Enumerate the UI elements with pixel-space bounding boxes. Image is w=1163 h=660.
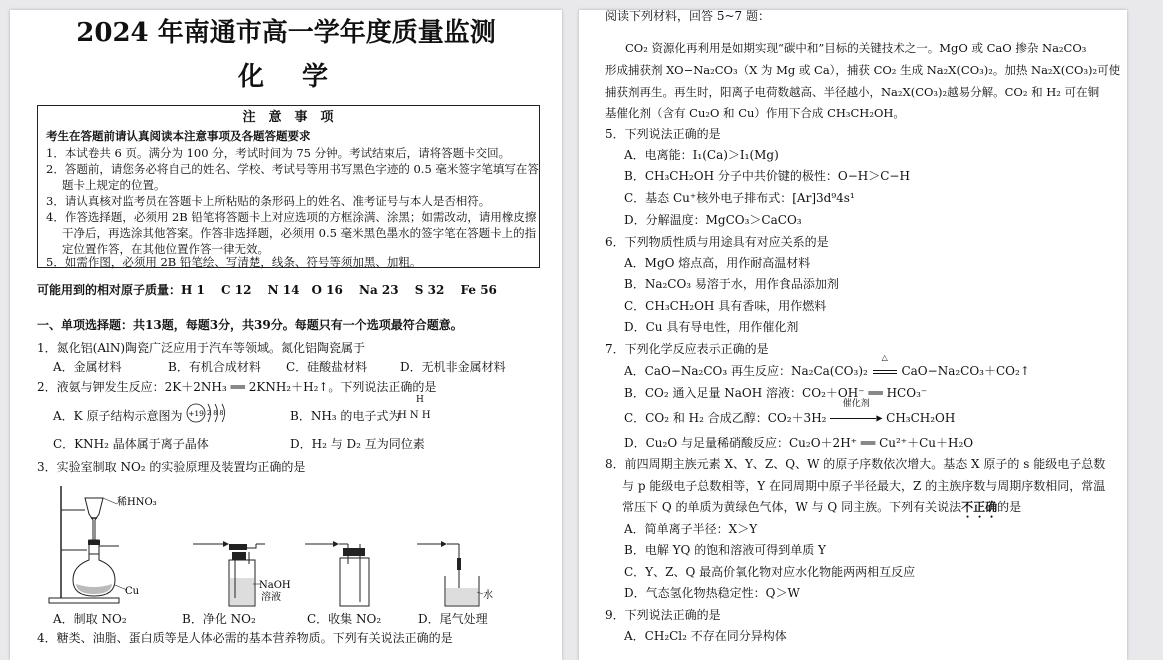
question-8-line: 8．前四周期主族元素 X、Y、Z、Q、W 的原子序数依次增大。基态 X 原子的 s 能级电子总数	[605, 457, 1106, 471]
q5-option-d: D．分解温度：MgCO₃＞CaCO₃	[624, 213, 802, 227]
q6-option-b: B．Na₂CO₃ 易溶于水，用作食品添加剂	[624, 277, 839, 291]
notice-item: 5．如需作图，必须用 2B 铅笔绘、写清楚，线条、符号等须加黑、加粗。	[46, 255, 422, 269]
section-heading: 一、单项选择题：共13题，每题3分，共39分。每题只有一个选项最符合题意。	[37, 318, 463, 332]
q2-option-d: D．H₂ 与 D₂ 互为同位素	[290, 437, 425, 451]
fig-cu-label: Cu	[125, 586, 140, 597]
notice-item: 定位置作答，在其他位置作答一律无效。	[62, 242, 269, 256]
q3-option-c: C．收集 NO₂	[307, 612, 382, 626]
notice-item: 3．请认真核对监考员在答题卡上所粘贴的条形码上的姓名、准考证号与本人是否相符。	[46, 194, 491, 208]
q8-tail: 的是	[997, 500, 1022, 514]
notice-box	[37, 105, 540, 268]
q7-option-a	[624, 353, 1030, 379]
q1-option-c: C．硅酸盐材料	[286, 360, 368, 374]
passage-line: 基催化剂（含有 Cu₂O 和 Cu）作用下合成 CH₃CH₂OH。	[605, 106, 905, 120]
q5-option-c: C．基态 Cu⁺核外电子排布式：[Ar]3d⁹4s¹	[624, 191, 855, 205]
experiment-apparatus-figure	[45, 480, 525, 608]
question-8-line: 与 p 能级电子总数相等，Y 在同周期中原子半径最大，Z 的主族序数与周期序数相同，常温	[622, 479, 1106, 493]
exam-title: 2024 年南通市高一学年度质量监测	[76, 18, 496, 48]
k-atom-structure-diagram	[185, 400, 235, 426]
q5-option-a: A．电离能：I₁(Ca)＞I₁(Mg)	[624, 148, 779, 162]
question-5: 5．下列说法正确的是	[605, 127, 721, 141]
q8-option-a: A．简单离子半径：X＞Y	[624, 522, 758, 536]
q8-option-d: D．气态氢化物热稳定性：Q＞W	[624, 586, 800, 600]
atomic-masses: 可能用到的相对原子质量：H 1 C 12 N 14 O 16 Na 23 S 32 Fe 56	[37, 283, 497, 297]
question-8-line	[622, 499, 1021, 521]
question-1: 1．氮化铝(AlN)陶瓷广泛应用于汽车等领域。氮化铝陶瓷属于	[37, 341, 366, 355]
q6-option-d: D．Cu 具有导电性，用作催化剂	[624, 320, 799, 334]
passage-line: 捕获剂再生。再生时，阳离子电荷数越高、半径越小，Na₂X(CO₃)₂越易分解。CO₂ 和 H₂ 可在铜	[605, 85, 1100, 99]
q7-option-c	[624, 399, 956, 427]
q8-option-b: B．电解 YQ 的饱和溶液可得到单质 Y	[624, 543, 826, 557]
fig-hno3-label: 稀HNO₃	[117, 497, 157, 508]
q1-option-b: B．有机合成材料	[168, 360, 261, 374]
atom-shells-label: 2 8 8	[207, 409, 224, 417]
q5-option-b: B．CH₃CH₂OH 分子中共价键的极性：O−H＞C−H	[624, 169, 910, 183]
nh3-top-h: H	[416, 395, 424, 405]
notice-item: 题卡上规定的位置。	[62, 178, 166, 192]
passage-line: 形成捕获剂 XO−Na₂CO₃（X 为 Mg 或 Ca），捕获 CO₂ 生成 Na₂X(CO₃)₂。加热 Na₂X(CO₃)₂可使	[605, 63, 1121, 77]
q2-option-a: A．K 原子结构示意图为	[53, 409, 183, 423]
q2-option-b: B．NH₃ 的电子式为	[290, 409, 401, 423]
q3-option-a: A．制取 NO₂	[53, 612, 127, 626]
reading-intro: 阅读下列材料，回答 5~7 题：	[605, 10, 770, 23]
q7a-left: A．CaO−Na₂CO₃ 再生反应：Na₂Ca(CO₃)₂	[624, 364, 868, 378]
fig-solution-label: 溶液	[261, 592, 281, 603]
passage-line: CO₂ 资源化再利用是如期实现“碳中和”目标的关键技术之一。MgO 或 CaO 掺杂 Na₂CO₃	[625, 41, 1087, 55]
q3-option-b: B．净化 NO₂	[182, 612, 256, 626]
q7c-left: C．CO₂ 和 H₂ 合成乙醇：CO₂＋3H₂	[624, 411, 827, 425]
subject-title: 化 学	[237, 62, 334, 92]
page-right	[579, 10, 1127, 660]
fig-naoh-label: NaOH	[259, 580, 291, 591]
q6-option-a: A．MgO 熔点高，用作耐高温材料	[624, 256, 811, 270]
q7c-condition: 催化剂	[842, 399, 870, 409]
q1-option-a: A．金属材料	[53, 360, 122, 374]
q6-option-c: C．CH₃CH₂OH 具有香味，用作燃料	[624, 299, 827, 313]
notice-item: 干净后，再选涂其他答案。作答非选择题，必须用 0.5 毫米黑色墨水的签字笔在答题卡上的指	[62, 226, 537, 240]
page-left	[10, 10, 562, 660]
q2-option-c: C．KNH₂ 晶体属于离子晶体	[53, 437, 209, 451]
question-9: 9．下列说法正确的是	[605, 608, 721, 622]
question-6: 6．下列物质性质与用途具有对应关系的是	[605, 235, 829, 249]
q3-option-d: D．尾气处理	[418, 612, 488, 626]
question-2: 2．液氨与钾发生反应：2K＋2NH₃ ══ 2KNH₂＋H₂↑。下列说法正确的是	[37, 380, 437, 394]
q7a-arrow	[872, 353, 898, 379]
question-4: 4．糖类、油脂、蛋白质等是人体必需的基本营养物质。下列有关说法正确的是	[37, 631, 453, 645]
q8-option-c: C．Y、Z、Q 最高价氧化物对应水化物能两两相互反应	[624, 565, 916, 579]
q8-line3: 常压下 Q 的单质为黄绿色气体，W 与 Q 同主族。下列有关说法	[622, 500, 962, 514]
q1-option-d: D．无机非金属材料	[400, 360, 506, 374]
q7c-arrow: 催化剂 ▶	[830, 410, 882, 427]
notice-item: 4．作答选择题，必须用 2B 铅笔将答题卡上对应选项的方框涂满、涂黑；如需改动，请用橡皮擦	[46, 210, 537, 224]
q7-option-d: D．Cu₂O 与足量稀硝酸反应：Cu₂O＋2H⁺ ══ Cu²⁺＋Cu＋H₂O	[624, 436, 974, 450]
q8-emphasis: 不正确	[961, 500, 998, 514]
q7a-right: CaO−Na₂CO₃＋CO₂↑	[901, 364, 1030, 378]
atom-nucleus-label: +19	[188, 409, 204, 418]
question-7: 7．下列化学反应表示正确的是	[605, 342, 769, 356]
notice-item: 1．本试卷共 6 页。满分为 100 分，考试时间为 75 分钟。考试结束后，请将答题卡交回。	[46, 146, 511, 160]
notice-heading: 注 意 事 项	[242, 110, 334, 125]
notice-subheading: 考生在答题前请认真阅读本注意事项及各题答题要求	[46, 129, 311, 143]
notice-item: 2．答题前，请您务必将自己的姓名、学校、考试号等用书写黑色字迹的 0.5 毫米签字笔填写在答	[46, 162, 539, 176]
q7-option-b: B．CO₂ 通入足量 NaOH 溶液：CO₂＋OH⁻ ══ HCO₃⁻	[624, 386, 928, 400]
question-3: 3．实验室制取 NO₂ 的实验原理及装置均正确的是	[37, 460, 306, 474]
nh3-formula: H N H	[398, 410, 431, 421]
q7c-right: CH₃CH₂OH	[886, 411, 956, 425]
fig-water-label: 水	[483, 590, 493, 601]
q7a-condition: △	[881, 353, 888, 362]
q9-option-a: A．CH₂Cl₂ 不存在同分异构体	[624, 629, 787, 643]
